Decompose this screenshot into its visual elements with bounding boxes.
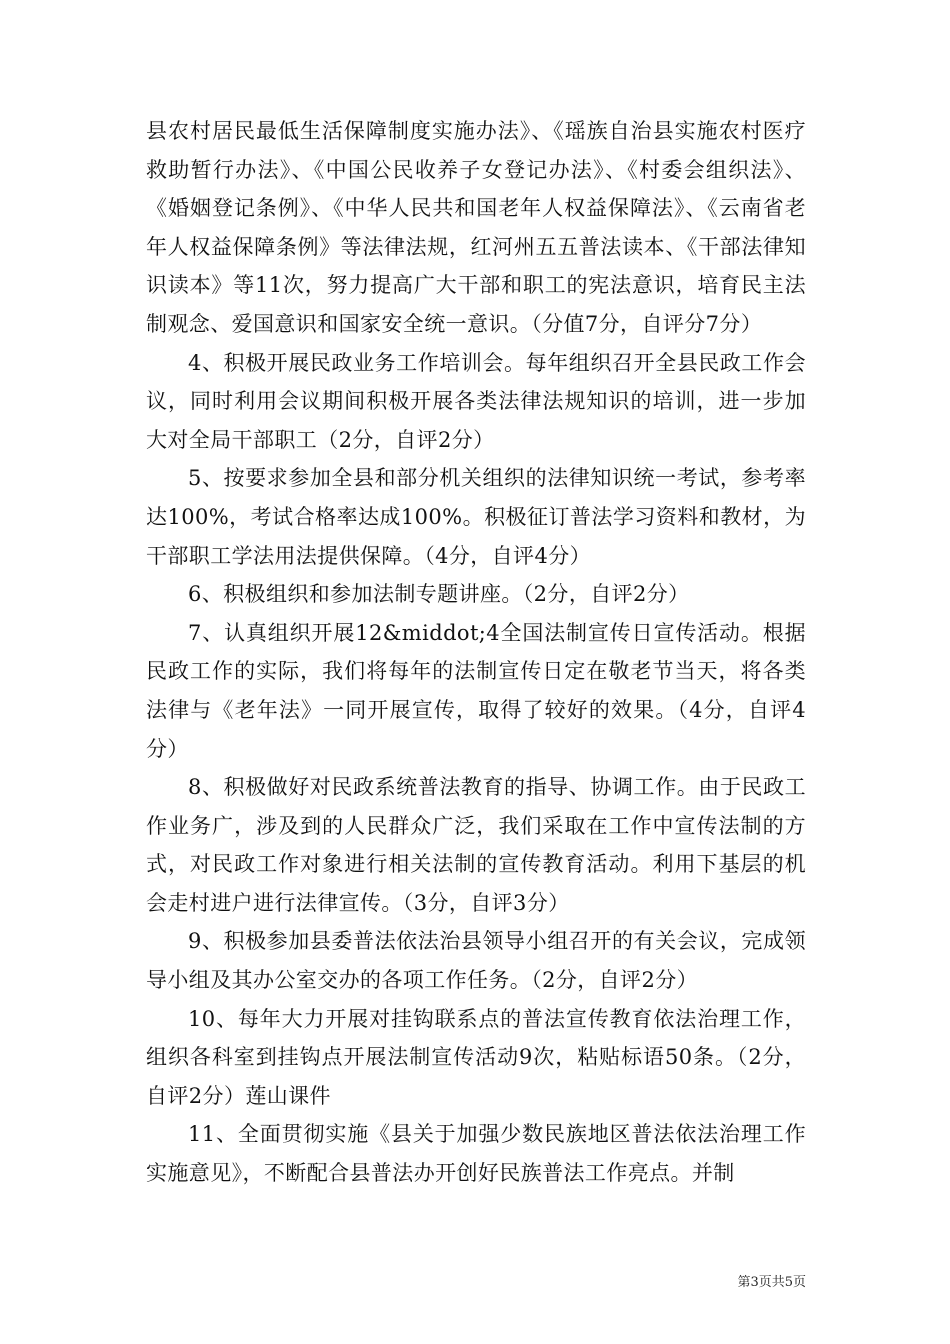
paragraph-item-7: 7、认真组织开展12&middot;4全国法制宣传日宣传活动。根据民政工作的实际，我们将每年的法制宣传日定在敬老节当天，将各类法律与《老年法》一同开展宣传，取得了较好的效果。（4分，自评4分） xyxy=(146,620,806,761)
paragraph-item-10: 10、每年大力开展对挂钩联系点的普法宣传教育依法治理工作，组织各科室到挂钩点开展法制宣传活动9次，粘贴标语50条。（2分，自评2分）莲山课件 xyxy=(146,1006,806,1108)
page-number-footer: 第3页共5页 xyxy=(737,1275,806,1290)
paragraph-item-6: 6、积极组织和参加法制专题讲座。（2分，自评2分） xyxy=(188,582,690,607)
paragraph-item-4: 4、积极开展民政业务工作培训会。每年组织召开全县民政工作会议，同时利用会议期间积极开展各类法律法规知识的培训，进一步加大对全局干部职工（2分，自评2分） xyxy=(146,350,806,452)
paragraph-item-8: 8、积极做好对民政系统普法教育的指导、协调工作。由于民政工作业务广，涉及到的人民群众广泛，我们采取在工作中宣传法制的方式，对民政工作对象进行相关法制的宣传教育活动。利用下基层的机会走村进户进行法律宣传。（3分，自评3分） xyxy=(146,775,806,915)
paragraph-continuation: 县农村居民最低生活保障制度实施办法》、《瑶族自治县实施农村医疗救助暂行办法》、《中国公民收养子女登记办法》、《村委会组织法》、《婚姻登记条例》、《中华人民共和国老年人权益保障法》、《云南省老年人权益保障条例》等法律法规，红河州五五普法读本、《干部法律知识读本》等11次，努力提高广大干部和职工的宪法意识，培育民主法制观念、爱国意识和国家安全统一意识。（分值7分，自评分7分） xyxy=(146,119,806,336)
paragraph-item-5: 5、按要求参加全县和部分机关组织的法律知识统一考试，参考率达100%，考试合格率达成100%。积极征订普法学习资料和教材，为干部职工学法用法提供保障。（4分，自评4分） xyxy=(146,466,806,568)
document-body xyxy=(146,112,806,1193)
paragraph-item-9: 9、积极参加县委普法依法治县领导小组召开的有关会议，完成领导小组及其办公室交办的各项工作任务。（2分，自评2分） xyxy=(146,929,806,993)
paragraph-item-11: 11、全面贯彻实施《县关于加强少数民族地区普法依法治理工作实施意见》，不断配合县普法办开创好民族普法工作亮点。并制 xyxy=(146,1122,806,1186)
